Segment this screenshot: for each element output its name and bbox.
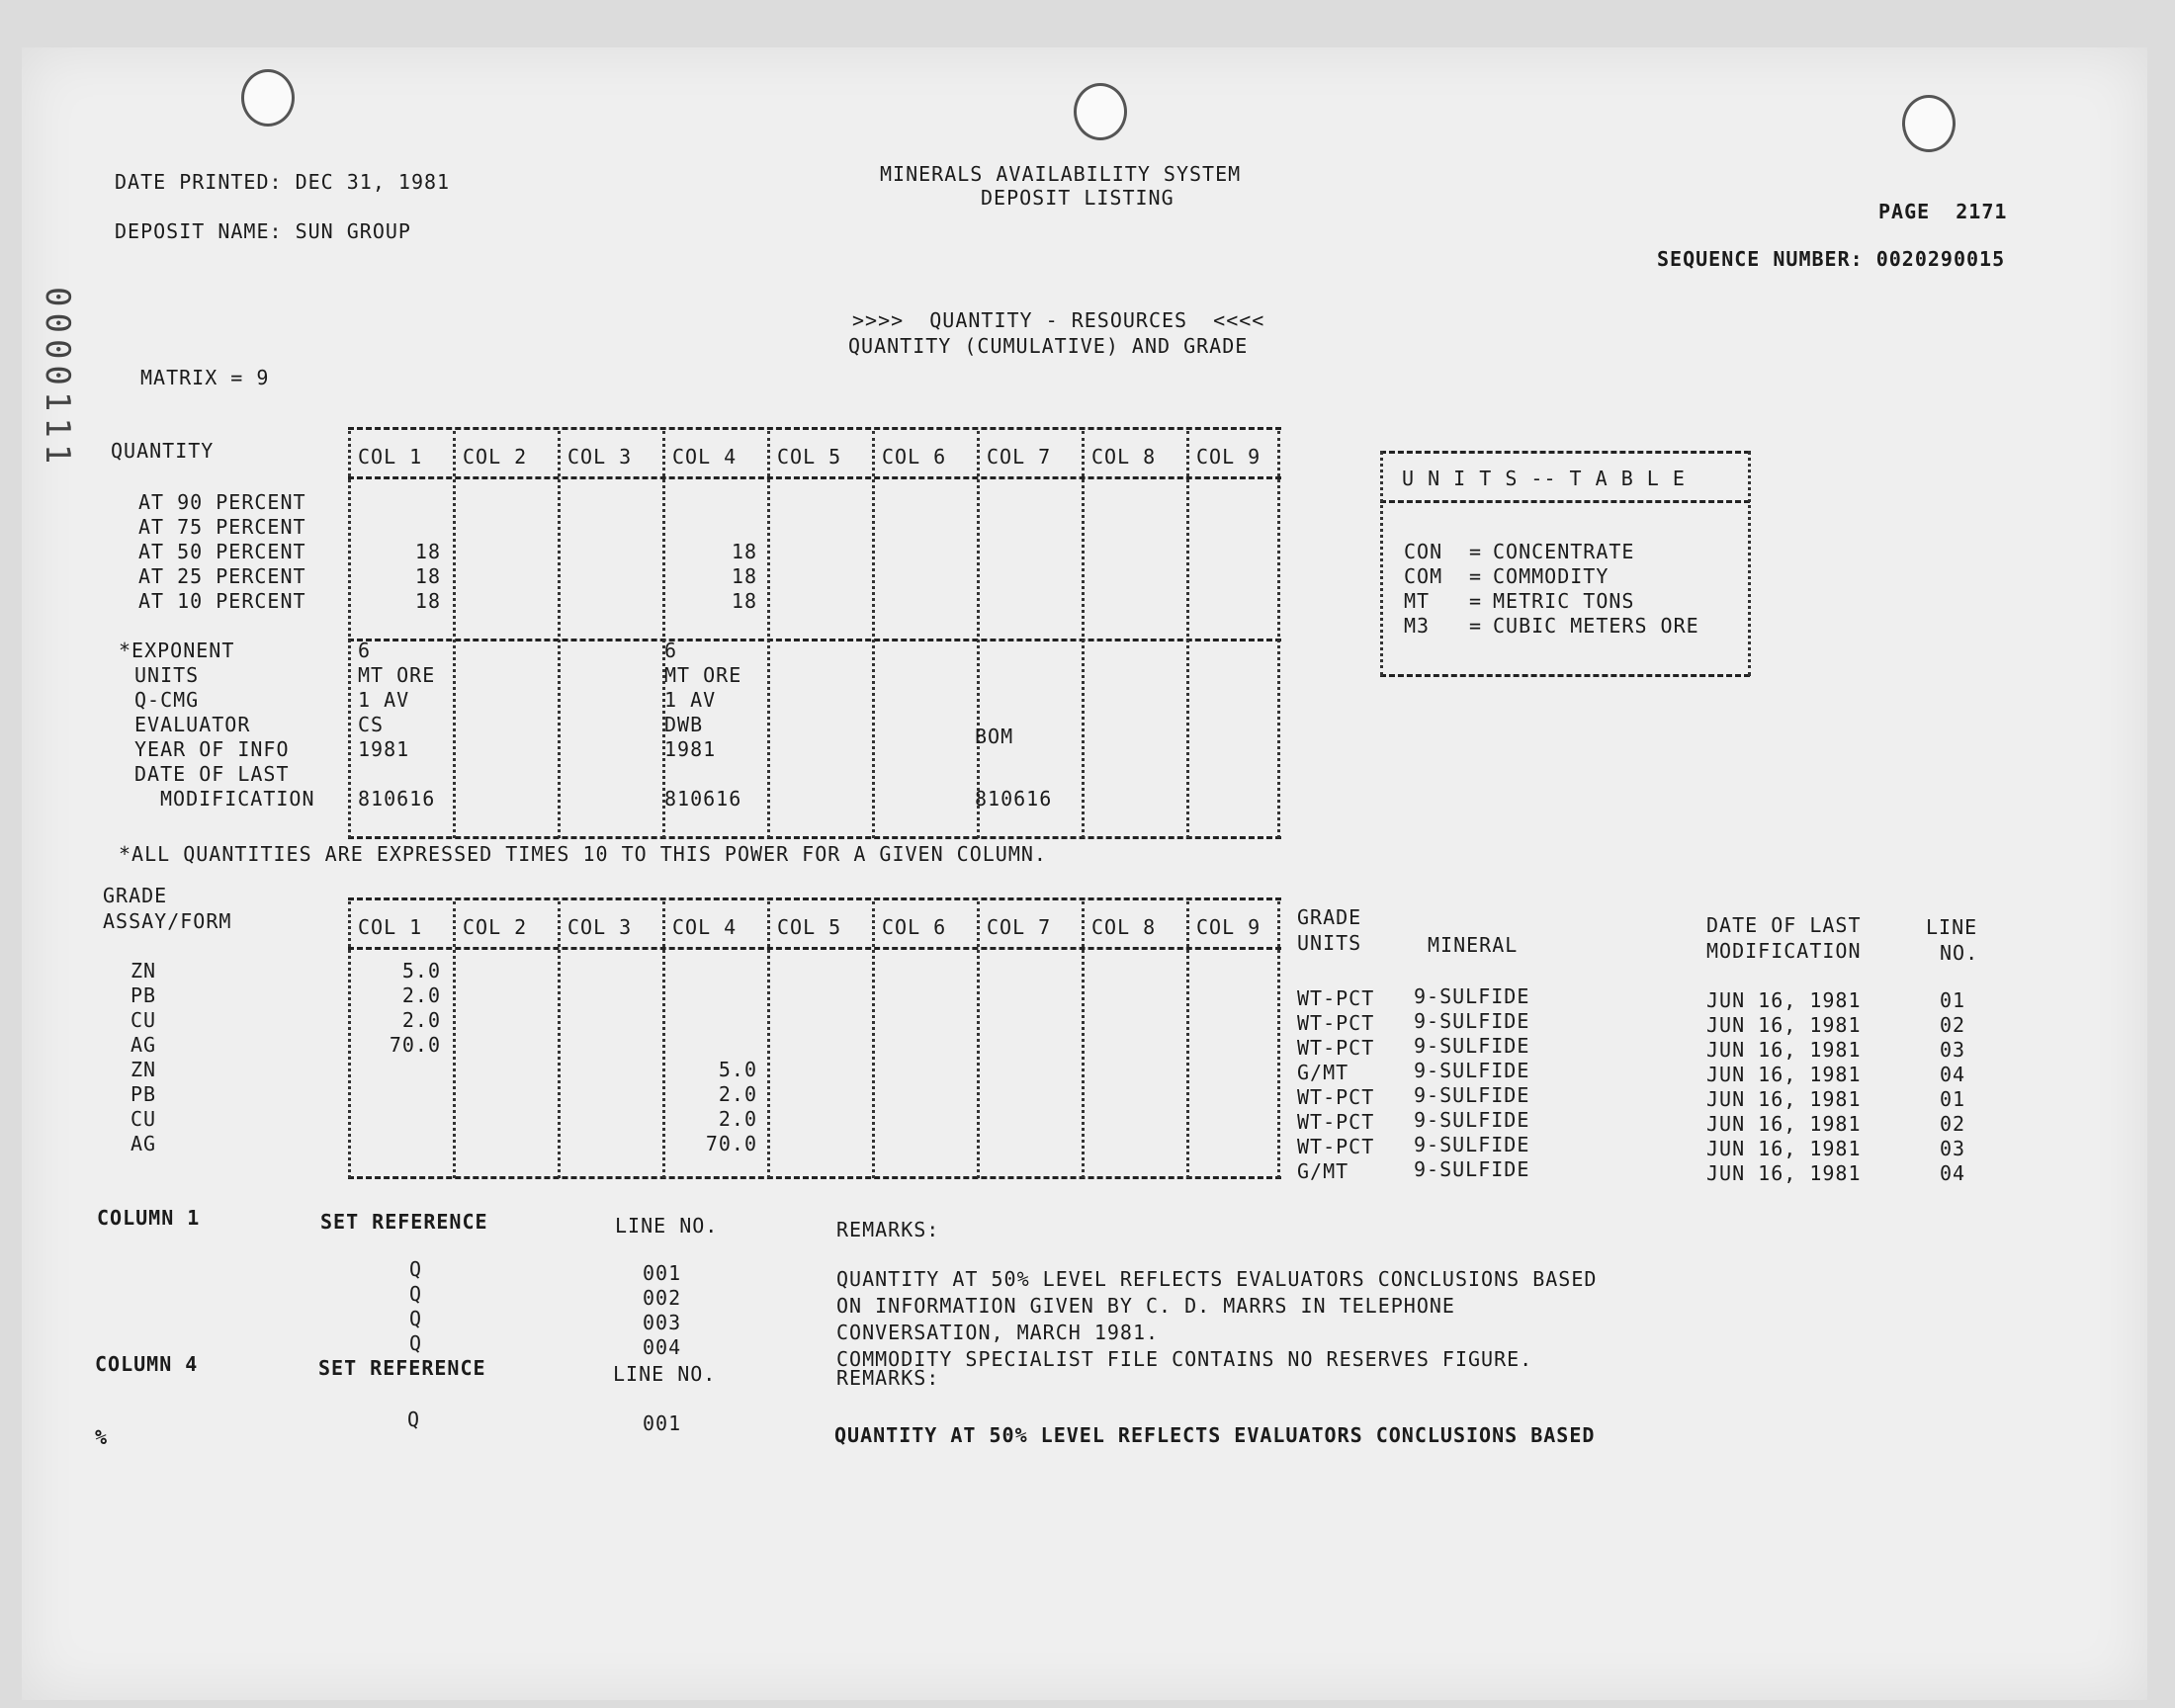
attribute-col4-value: 6 (664, 639, 678, 662)
set-reference: Q (409, 1257, 423, 1281)
quantity-row-label: AT 10 PERCENT (138, 589, 306, 613)
quantity-table-header-col-9: COL 9 (1196, 445, 1262, 469)
units-table-title: U N I T S -- T A B L E (1402, 467, 1686, 490)
grade-units: WT-PCT (1297, 1135, 1375, 1158)
grade-col1-value: 2.0 (401, 1008, 441, 1032)
deposit-name: DEPOSIT NAME: SUN GROUP (115, 219, 411, 243)
quantity-table-divider (977, 431, 980, 838)
quantity-table-divider (1082, 431, 1085, 838)
quantity-table-header-col-4: COL 4 (672, 445, 738, 469)
quantity-col4-value: 18 (731, 540, 757, 563)
quantity-table-header-col-8: COL 8 (1091, 445, 1157, 469)
date-of-last-modification: JUN 16, 1981 (1706, 1063, 1862, 1086)
grade-units: G/MT (1297, 1061, 1349, 1084)
line-number: 01 (1940, 1087, 1966, 1111)
remark-line-number: 003 (643, 1311, 682, 1334)
attribute-col4-value: 810616 (664, 787, 742, 811)
assay-form-label: ASSAY/FORM (103, 909, 232, 933)
exponent-footnote: *ALL QUANTITIES ARE EXPRESSED TIMES 10 TO THIS POWER FOR A GIVEN COLUMN. (119, 842, 1047, 866)
grade-units: WT-PCT (1297, 986, 1375, 1010)
assay-form: PB (130, 1082, 157, 1106)
grade-table-header-col-6: COL 6 (882, 915, 947, 939)
grade-col4-value: 2.0 (718, 1082, 757, 1106)
grade-col4-value: 2.0 (718, 1107, 757, 1131)
grade-label: GRADE (103, 884, 168, 907)
attribute-col1-value: 1 AV (358, 688, 410, 712)
remark-line-number: 001 (643, 1411, 682, 1435)
grade-table-top-rule (348, 897, 1281, 900)
quantity-table-divider (872, 431, 875, 838)
grade-col1-value: 2.0 (401, 983, 441, 1007)
grade-units: G/MT (1297, 1159, 1349, 1183)
line-number: 02 (1940, 1112, 1966, 1136)
line-number: 01 (1940, 988, 1966, 1012)
attribute-row-label: UNITS (134, 663, 200, 687)
units-code: M3 (1404, 614, 1431, 638)
attribute-col7-value: 810616 (975, 787, 1053, 811)
quantity-table-header-col-3: COL 3 (567, 445, 633, 469)
mineral: 9-SULFIDE (1414, 1009, 1530, 1033)
grade-table-header-col-7: COL 7 (987, 915, 1052, 939)
attribute-col1-value: 810616 (358, 787, 436, 811)
quantity-table-divider (558, 431, 561, 838)
remark-text: CONVERSATION, MARCH 1981. (836, 1321, 1160, 1344)
attribute-col1-value: MT ORE (358, 663, 436, 687)
section-subtitle: QUANTITY (CUMULATIVE) AND GRADE (848, 334, 1249, 358)
units-table-right-edge (1748, 451, 1751, 676)
column-1-label: COLUMN 1 (97, 1206, 201, 1230)
units-code: COM (1404, 564, 1443, 588)
attribute-row-label: EVALUATOR (134, 713, 251, 736)
col1-set-reference-header: SET REFERENCE (320, 1210, 488, 1234)
grade-table-divider (1082, 901, 1085, 1178)
quantity-table-header-col-7: COL 7 (987, 445, 1052, 469)
grade-col4-value: 70.0 (705, 1132, 757, 1155)
grade-units: WT-PCT (1297, 1085, 1375, 1109)
date-of-last-modification: JUN 16, 1981 (1706, 1013, 1862, 1037)
quantity-table-bottom-rule (348, 836, 1281, 839)
quantity-table-header-col-2: COL 2 (463, 445, 528, 469)
attribute-row-label: *EXPONENT (119, 639, 235, 662)
quantity-col4-value: 18 (731, 589, 757, 613)
line-number: 04 (1940, 1161, 1966, 1185)
grade-table-header-col-2: COL 2 (463, 915, 528, 939)
line-number: 03 (1940, 1137, 1966, 1160)
set-reference: Q (407, 1408, 421, 1431)
grade-table-divider (662, 901, 665, 1178)
margin-code: 0000111 (38, 287, 77, 470)
grade-table-divider (1186, 901, 1189, 1178)
set-reference: Q (409, 1282, 423, 1306)
units-table-top-rule (1380, 451, 1750, 454)
quantity-label: QUANTITY (111, 439, 215, 463)
grade-units: WT-PCT (1297, 1036, 1375, 1060)
grade-table-divider (453, 901, 456, 1178)
col4-remarks-header: REMARKS: (836, 1366, 940, 1390)
remark-text: QUANTITY AT 50% LEVEL REFLECTS EVALUATORS CONCLUSIONS BASED (834, 1423, 1596, 1447)
attribute-col7-value: BOM (975, 725, 1014, 748)
units-meaning: CONCENTRATE (1493, 540, 1635, 563)
line-number: 03 (1940, 1038, 1966, 1062)
grade-units-header-2: UNITS (1297, 931, 1362, 955)
mineral: 9-SULFIDE (1414, 1108, 1530, 1132)
col4-set-reference-header: SET REFERENCE (318, 1356, 486, 1380)
date-of-last-modification: JUN 16, 1981 (1706, 1112, 1862, 1136)
mineral: 9-SULFIDE (1414, 1157, 1530, 1181)
grade-table-header-col-9: COL 9 (1196, 915, 1262, 939)
modification-header: MODIFICATION (1706, 939, 1862, 963)
line-header: LINE (1926, 915, 1978, 939)
attribute-row-label: YEAR OF INFO (134, 737, 290, 761)
quantity-table-mid-rule (348, 639, 1281, 641)
matrix-label: MATRIX = 9 (140, 366, 270, 389)
punch-hole-left (241, 69, 295, 127)
grade-table-divider (767, 901, 770, 1178)
system-title: MINERALS AVAILABILITY SYSTEM (880, 162, 1242, 186)
grade-col4-value: 5.0 (718, 1058, 757, 1081)
date-of-last-modification: JUN 16, 1981 (1706, 1137, 1862, 1160)
col1-line-no-header: LINE NO. (615, 1214, 719, 1238)
grade-table-divider (1277, 901, 1280, 1178)
date-printed: DATE PRINTED: DEC 31, 1981 (115, 170, 451, 194)
grade-table-divider (977, 901, 980, 1178)
quantity-table-divider (348, 431, 351, 838)
quantity-table-header-col-1: COL 1 (358, 445, 423, 469)
units-meaning: CUBIC METERS ORE (1493, 614, 1699, 638)
grade-table-header-col-1: COL 1 (358, 915, 423, 939)
units-table-bottom-rule (1380, 674, 1750, 677)
quantity-col1-value: 18 (414, 540, 441, 563)
units-table-left-edge (1380, 451, 1383, 676)
grade-col1-value: 70.0 (389, 1033, 441, 1057)
quantity-table-top-rule (348, 427, 1281, 430)
remark-text: QUANTITY AT 50% LEVEL REFLECTS EVALUATORS CONCLUSIONS BASED (836, 1267, 1598, 1291)
set-reference: Q (409, 1307, 423, 1330)
quantity-row-label: AT 50 PERCENT (138, 540, 306, 563)
assay-form: ZN (130, 959, 157, 982)
quantity-row-label: AT 25 PERCENT (138, 564, 306, 588)
mineral: 9-SULFIDE (1414, 1083, 1530, 1107)
attribute-row-label: MODIFICATION (160, 787, 315, 811)
date-of-last-modification: JUN 16, 1981 (1706, 1038, 1862, 1062)
quantity-table-divider (453, 431, 456, 838)
attribute-row-label: DATE OF LAST (134, 762, 290, 786)
section-title: >>>> QUANTITY - RESOURCES <<<< (852, 308, 1265, 332)
attribute-col1-value: CS (358, 713, 385, 736)
quantity-table-header-col-5: COL 5 (777, 445, 842, 469)
punch-hole-center (1074, 83, 1127, 140)
quantity-col1-value: 18 (414, 589, 441, 613)
punch-hole-right (1902, 95, 1956, 152)
printout-page (22, 47, 2147, 1700)
assay-form: AG (130, 1033, 157, 1057)
line-number: 04 (1940, 1063, 1966, 1086)
assay-form: CU (130, 1107, 157, 1131)
col1-remarks-header: REMARKS: (836, 1218, 940, 1241)
grade-table-divider (558, 901, 561, 1178)
quantity-table-divider (662, 431, 665, 838)
units-equals: = (1469, 540, 1483, 563)
page-number: PAGE 2171 (1878, 200, 2008, 223)
units-equals: = (1469, 564, 1483, 588)
units-meaning: METRIC TONS (1493, 589, 1635, 613)
attribute-col4-value: 1981 (664, 737, 717, 761)
units-code: MT (1404, 589, 1431, 613)
grade-units-header-1: GRADE (1297, 905, 1362, 929)
grade-units: WT-PCT (1297, 1110, 1375, 1134)
quantity-table-header-rule (348, 476, 1281, 479)
remark-line-number: 001 (643, 1261, 682, 1285)
attribute-col4-value: 1 AV (664, 688, 717, 712)
units-equals: = (1469, 589, 1483, 613)
remark-line-number: 004 (643, 1335, 682, 1359)
attribute-col1-value: 6 (358, 639, 372, 662)
units-table-header-rule (1380, 500, 1750, 503)
attribute-col1-value: 1981 (358, 737, 410, 761)
grade-table-bottom-rule (348, 1176, 1281, 1179)
mineral: 9-SULFIDE (1414, 1034, 1530, 1058)
remark-text: ON INFORMATION GIVEN BY C. D. MARRS IN TELEPHONE (836, 1294, 1455, 1318)
grade-table-divider (348, 901, 351, 1178)
units-code: CON (1404, 540, 1443, 563)
attribute-col4-value: DWB (664, 713, 704, 736)
grade-units: WT-PCT (1297, 1011, 1375, 1035)
quantity-table-divider (1186, 431, 1189, 838)
quantity-table-divider (1277, 431, 1280, 838)
line-no-header: NO. (1940, 941, 1979, 965)
attribute-col4-value: MT ORE (664, 663, 742, 687)
footer-mark: % (95, 1425, 109, 1449)
line-number: 02 (1940, 1013, 1966, 1037)
units-equals: = (1469, 614, 1483, 638)
mineral-header: MINERAL (1428, 933, 1519, 957)
mineral: 9-SULFIDE (1414, 984, 1530, 1008)
attribute-row-label: Q-CMG (134, 688, 200, 712)
quantity-col4-value: 18 (731, 564, 757, 588)
date-of-last-modification: JUN 16, 1981 (1706, 988, 1862, 1012)
grade-col1-value: 5.0 (401, 959, 441, 982)
date-of-last-header: DATE OF LAST (1706, 913, 1862, 937)
quantity-col1-value: 18 (414, 564, 441, 588)
quantity-row-label: AT 75 PERCENT (138, 515, 306, 539)
remark-line-number: 002 (643, 1286, 682, 1310)
sequence-number: SEQUENCE NUMBER: 0020290015 (1657, 247, 2006, 271)
assay-form: ZN (130, 1058, 157, 1081)
assay-form: PB (130, 983, 157, 1007)
mineral: 9-SULFIDE (1414, 1059, 1530, 1082)
grade-table-header-col-8: COL 8 (1091, 915, 1157, 939)
quantity-row-label: AT 90 PERCENT (138, 490, 306, 514)
quantity-table-divider (767, 431, 770, 838)
quantity-table-header-col-6: COL 6 (882, 445, 947, 469)
grade-table-header-col-4: COL 4 (672, 915, 738, 939)
grade-table-header-col-3: COL 3 (567, 915, 633, 939)
date-of-last-modification: JUN 16, 1981 (1706, 1087, 1862, 1111)
mineral: 9-SULFIDE (1414, 1133, 1530, 1156)
grade-table-header-col-5: COL 5 (777, 915, 842, 939)
col4-line-no-header: LINE NO. (613, 1362, 717, 1386)
remark-text: COMMODITY SPECIALIST FILE CONTAINS NO RESERVES FIGURE. (836, 1347, 1533, 1371)
grade-table-divider (872, 901, 875, 1178)
units-meaning: COMMODITY (1493, 564, 1610, 588)
set-reference: Q (409, 1331, 423, 1355)
column-4-label: COLUMN 4 (95, 1352, 199, 1376)
assay-form: AG (130, 1132, 157, 1155)
listing-title: DEPOSIT LISTING (981, 186, 1174, 210)
assay-form: CU (130, 1008, 157, 1032)
grade-table-header-rule (348, 947, 1281, 950)
date-of-last-modification: JUN 16, 1981 (1706, 1161, 1862, 1185)
